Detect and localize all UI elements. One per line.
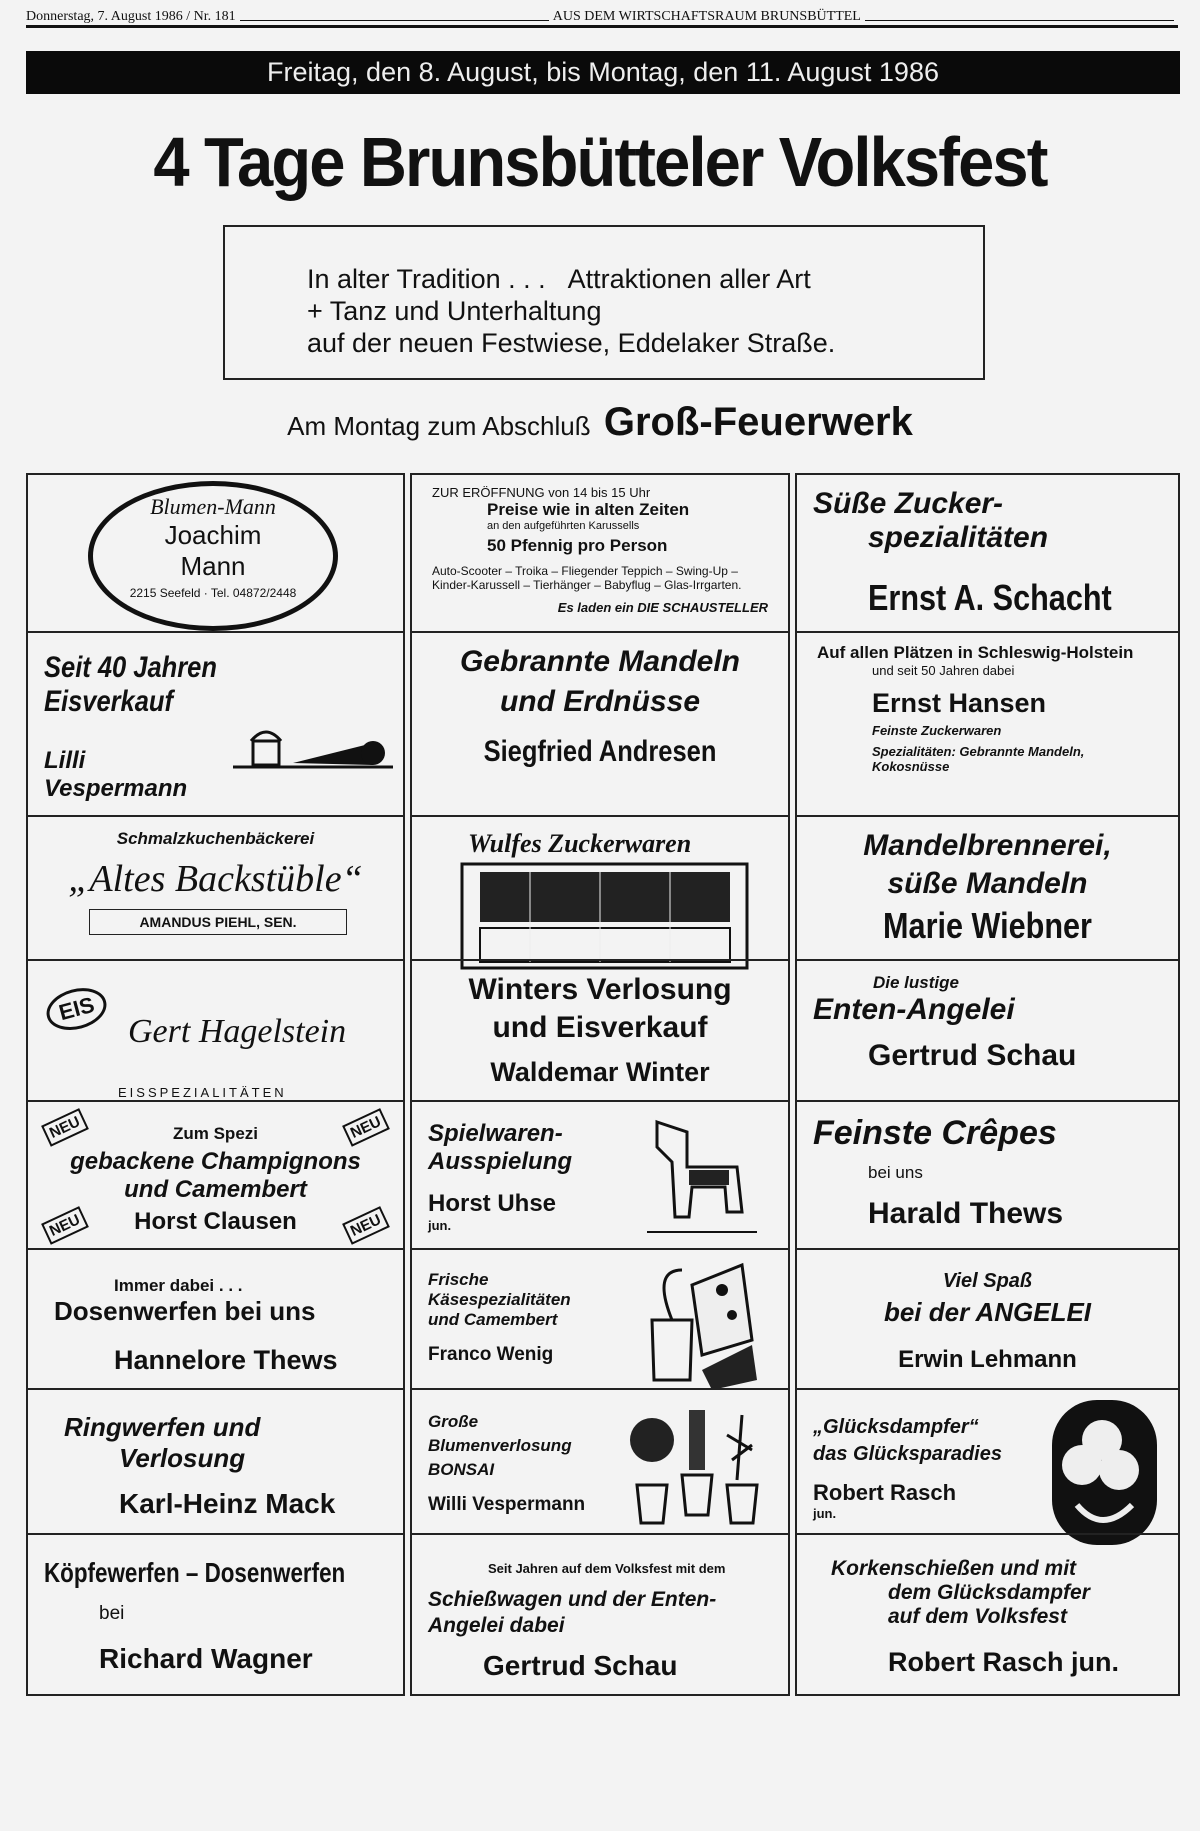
neu-badge: NEU	[41, 1108, 88, 1146]
rule	[240, 20, 549, 21]
ad-name: Robert Rasch jun.	[888, 1647, 1120, 1677]
rule	[865, 20, 1174, 21]
ad-title: „Altes Backstüble“	[68, 858, 363, 900]
toy-horse-illustration	[627, 1112, 767, 1252]
intro-line: auf der neuen Festwiese, Eddelaker Straße.	[307, 328, 836, 358]
ad-text: Blumenverlosung	[428, 1436, 572, 1455]
ad-schau-angelei	[795, 959, 1180, 1102]
ad-text: und Eisverkauf	[492, 1011, 708, 1044]
ad-text: EISSPEZIALITÄTEN	[118, 1085, 287, 1100]
ad-name: Gertrud Schau	[868, 1039, 1077, 1072]
ad-hansen	[795, 631, 1180, 817]
ad-text: dem Glücksdampfer	[888, 1581, 1090, 1604]
ad-harald-thews	[795, 1100, 1180, 1250]
ad-name: Hannelore Thews	[114, 1345, 338, 1375]
ad-text: Winters Verlosung	[468, 973, 732, 1006]
ad-hagelstein	[26, 959, 405, 1102]
flower-pots-illustration	[627, 1405, 777, 1535]
ad-text: Große	[428, 1412, 479, 1431]
ad-blumen-mann	[26, 473, 405, 633]
ad-text: Schmalzkuchenbäckerei	[116, 829, 315, 848]
neu-badge: NEU	[41, 1206, 88, 1244]
ad-text: Mandelbrennerei,	[863, 829, 1112, 862]
neu-badge: NEU	[342, 1108, 389, 1146]
ad-name: Richard Wagner	[99, 1643, 313, 1674]
ad-text: bei uns	[868, 1163, 923, 1182]
dateline: Donnerstag, 7. August 1986 / Nr. 181	[26, 9, 236, 24]
headline: 4 Tage Brunsbütteler Volksfest	[153, 123, 1047, 201]
ad-rasch-gluecksdampfer	[795, 1388, 1180, 1535]
ad-name: Erwin Lehmann	[898, 1346, 1077, 1373]
ad-name: Horst Uhse	[428, 1190, 557, 1217]
ad-text: an den aufgeführten Karussells	[487, 520, 640, 532]
ad-name: Ernst Hansen	[872, 688, 1047, 718]
stamp-name: Mann	[180, 551, 246, 581]
ad-text: ZUR ERÖFFNUNG von 14 bis 15 Uhr	[432, 485, 651, 500]
ad-text: Dosenwerfen bei uns	[54, 1296, 316, 1326]
ad-text: Feinste Zuckerwaren	[872, 723, 1002, 738]
intro-line: Attraktionen aller Art	[567, 264, 811, 294]
ad-text: 50 Pfennig pro Person	[487, 536, 668, 555]
candy-stall-illustration	[460, 862, 750, 972]
ad-text: Seit Jahren auf dem Volksfest mit dem	[488, 1561, 726, 1576]
ad-name: Willi Vespermann	[428, 1494, 586, 1515]
ad-text: BONSAI	[428, 1460, 495, 1479]
section-title: AUS DEM WIRTSCHAFTSRAUM BRUNSBÜTTEL	[552, 9, 861, 24]
fireworks-line	[0, 400, 1200, 445]
ad-name: Gert Hagelstein	[128, 1013, 347, 1050]
ad-schacht	[795, 473, 1180, 633]
ad-name: AMANDUS PIEHL, SEN.	[89, 909, 347, 935]
ad-wiebner	[795, 815, 1180, 961]
ad-text: Spezialitäten: Gebrannte Mandeln, Kokosnüsse	[872, 744, 1085, 774]
stamp-address: 2215 Seefeld · Tel. 04872/2448	[129, 586, 297, 600]
ad-eroeffnung	[410, 473, 790, 633]
ad-text: Immer dabei . . .	[114, 1276, 243, 1295]
ad-title: Wulfes Zuckerwaren	[468, 829, 692, 858]
ad-name: Karl-Heinz Mack	[119, 1488, 336, 1519]
intro-line: In alter Tradition . . .	[307, 264, 546, 294]
ad-name: Vespermann	[44, 775, 188, 802]
ad-name: Ernst A. Schacht	[868, 577, 1112, 618]
ad-backstueble	[26, 815, 405, 961]
ad-text: bei der ANGELEI	[883, 1297, 1092, 1327]
cheese-illustration	[632, 1260, 772, 1405]
ad-name: Franco Wenig	[428, 1344, 554, 1365]
ad-text: süße Mandeln	[887, 867, 1088, 900]
ad-name: Siegfried Andresen	[483, 735, 717, 768]
ad-text: und Erdnüsse	[499, 685, 701, 718]
ad-text: Ringwerfen und	[64, 1412, 261, 1442]
ad-text: Auto-Scooter – Troika – Fliegender Teppich – Swing-Up – Kinder-Karussell – Tierhänger – Babyflug – Glas-Irrgarten.	[432, 564, 742, 592]
ad-text: das Glücksparadies	[813, 1443, 1002, 1465]
ad-lehmann	[795, 1248, 1180, 1390]
ad-text: Seit 40 Jahren Eisverkauf	[44, 651, 217, 718]
ad-winter	[410, 959, 790, 1102]
ad-text: gebackene Champignons	[70, 1148, 361, 1175]
ad-text: und Camembert	[428, 1310, 558, 1329]
page-header	[26, 6, 1178, 28]
ad-text: Gebrannte Mandeln	[459, 645, 741, 678]
ad-willi-vespermann	[410, 1388, 790, 1535]
ad-name: Marie Wiebner	[883, 905, 1092, 946]
ad-name: Waldemar Winter	[490, 1057, 710, 1087]
ad-name-suffix: jun.	[813, 1506, 837, 1521]
ad-name: Robert Rasch	[813, 1480, 957, 1505]
neu-badge: NEU	[342, 1206, 389, 1244]
ad-andresen	[410, 631, 790, 817]
ad-text: Ausspielung	[428, 1148, 573, 1175]
ad-clausen	[26, 1100, 405, 1250]
ad-wenig	[410, 1248, 790, 1390]
ad-text: Köpfewerfen – Dosenwerfen	[44, 1557, 346, 1588]
ad-name-suffix: jun.	[428, 1218, 452, 1233]
ad-grid	[26, 473, 1180, 1825]
stamp-arc: Blumen-Mann	[150, 494, 276, 519]
fireworks-pre: Am Montag zum Abschluß	[287, 411, 591, 441]
ice-cream-icon	[233, 723, 393, 773]
ad-text: Es laden ein DIE SCHAUSTELLER	[557, 600, 768, 615]
ad-wulfes	[410, 815, 790, 961]
ad-text: Enten-Angelei	[813, 993, 1015, 1026]
ad-text: Feinste Crêpes	[813, 1114, 1057, 1152]
clover-horseshoe-icon	[1047, 1395, 1162, 1550]
ad-text: Die lustige	[873, 973, 959, 992]
ad-text: „Glücksdampfer“	[813, 1416, 979, 1438]
ad-text: Auf allen Plätzen in Schleswig-Holstein	[817, 643, 1134, 662]
ad-text: Käsespezialitäten	[428, 1290, 571, 1309]
ad-text: Schießwagen und der Enten-	[428, 1588, 717, 1611]
ad-text: und Camembert	[124, 1176, 307, 1203]
ad-text: Zum Spezi	[172, 1124, 258, 1143]
eis-badge: EIS	[42, 982, 112, 1037]
ad-text: Viel Spaß	[942, 1270, 1033, 1292]
ad-name: Gertrud Schau	[483, 1650, 678, 1681]
ad-text: Süße Zucker-	[813, 487, 1004, 520]
ad-text: spezialitäten	[868, 521, 1049, 554]
ad-text: bei	[99, 1603, 125, 1624]
ad-uhse	[410, 1100, 790, 1250]
stamp-logo	[88, 481, 338, 631]
date-band: Freitag, den 8. August, bis Montag, den 11. August 1986	[26, 51, 1180, 94]
ad-text: und seit 50 Jahren dabei	[872, 663, 1015, 678]
intro-line: + Tanz und Unterhaltung	[307, 296, 602, 326]
ad-vespermann-eis	[26, 631, 405, 817]
ad-text: Korkenschießen und mit	[831, 1557, 1077, 1580]
ad-text: Verlosung	[119, 1443, 246, 1473]
ad-text: Preise wie in alten Zeiten	[487, 500, 690, 519]
ad-name: Lilli	[44, 747, 86, 774]
ad-text: Spielwaren-	[428, 1120, 563, 1147]
ad-mack	[26, 1388, 405, 1535]
stamp-name: Joachim	[164, 520, 262, 550]
ad-text: Frische	[428, 1270, 489, 1289]
fireworks-title: Groß-Feuerwerk	[603, 400, 913, 444]
ad-name: Harald Thews	[868, 1197, 1064, 1230]
ad-rasch-korken	[795, 1533, 1180, 1696]
intro-box	[223, 225, 985, 380]
ad-name: Horst Clausen	[134, 1208, 297, 1235]
ad-wagner	[26, 1533, 405, 1696]
ad-hannelore-thews	[26, 1248, 405, 1390]
ad-schau-schiesswagen	[410, 1533, 790, 1696]
ad-text: Angelei dabei	[428, 1614, 565, 1637]
ad-text: auf dem Volksfest	[888, 1605, 1067, 1628]
